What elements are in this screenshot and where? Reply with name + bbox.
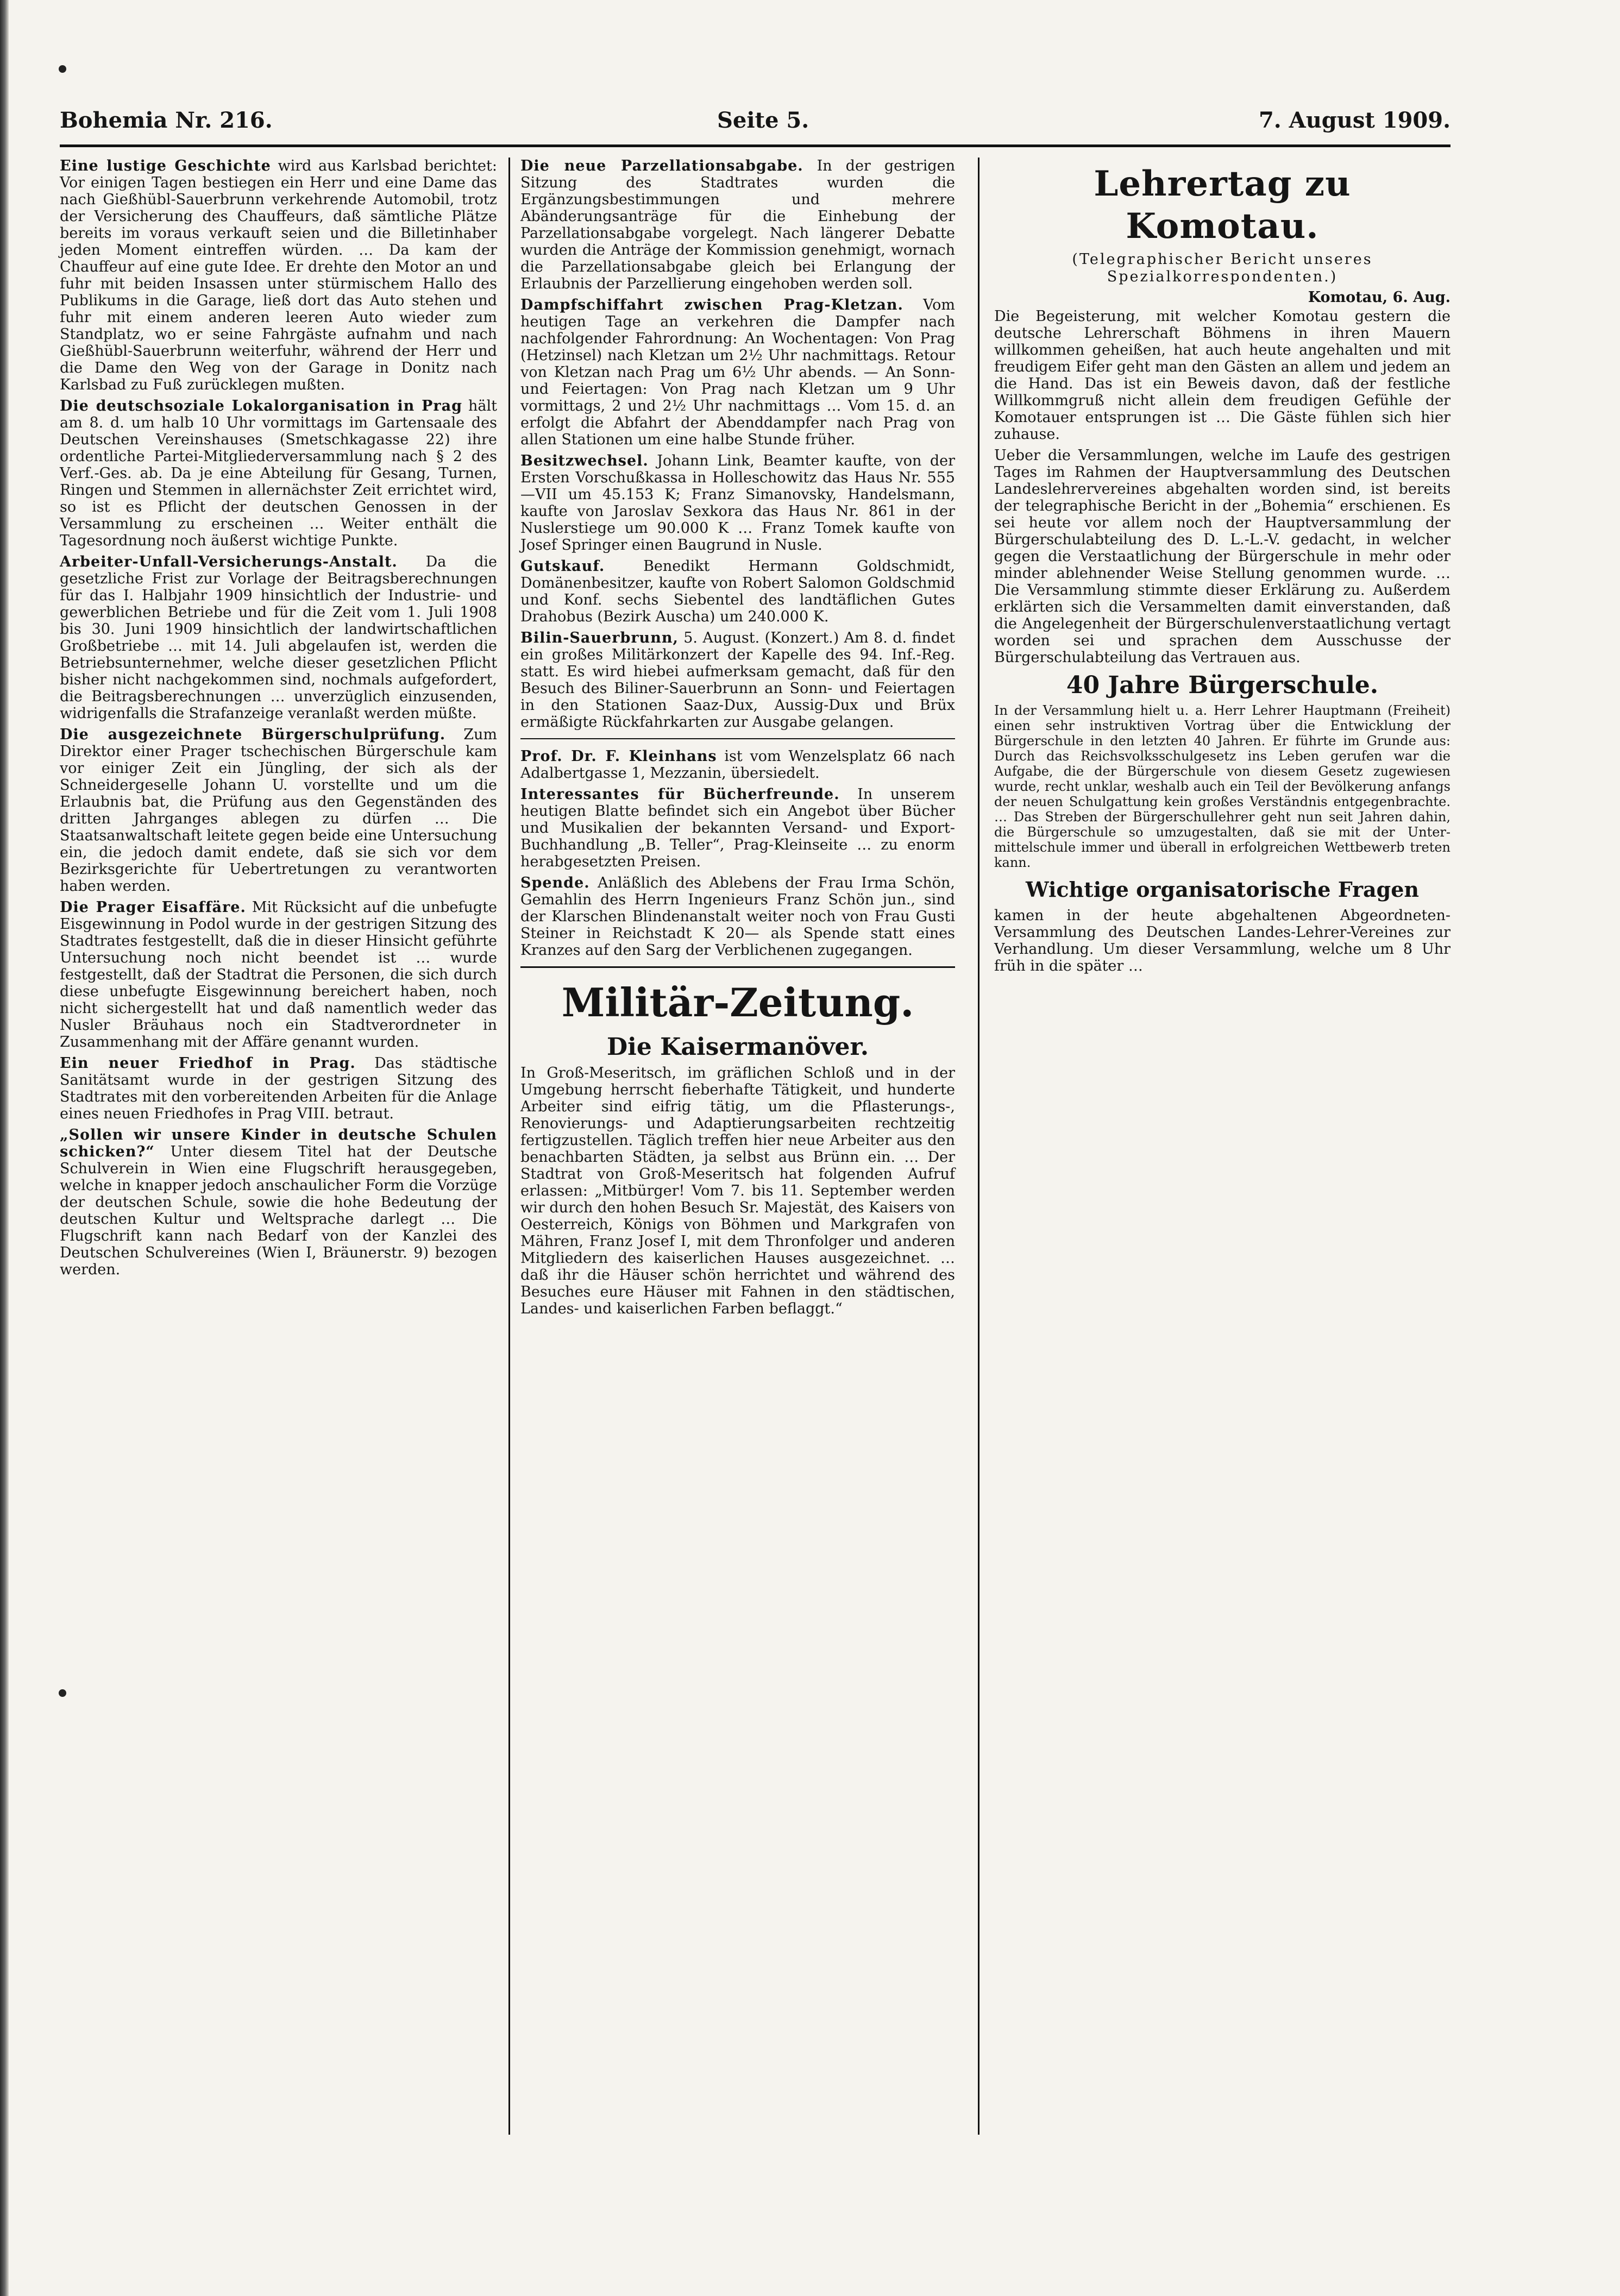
article-title: Interessantes für Bücherfreunde. bbox=[520, 786, 840, 803]
dateline: Komotau, 6. Aug. bbox=[1308, 289, 1451, 306]
article bbox=[994, 907, 1451, 974]
column-rule bbox=[978, 158, 979, 2135]
divider bbox=[520, 966, 955, 968]
header-page-number: Seite 5. bbox=[717, 108, 809, 133]
article-paragraph bbox=[994, 447, 1451, 666]
article-title: Ein neuer Friedhof in Prag. bbox=[60, 1055, 356, 1072]
article-title: Die neue Parzellationsabgabe. bbox=[520, 158, 803, 174]
article-body: ist vom Wenzelsplatz 66 nach Adalbertgasse 1, Mezzanin, übersiedelt. bbox=[520, 748, 956, 782]
article-body: Ueber die Versammlungen, welche im Laufe des gestrigen Tages im Rahmen der Hauptversammlung des Deutschen Landeslehrervereines abgehalten worden sind, ist bereits der telegraphische Bericht in der „Bohemia“ erschienen. Es sei heute vor allem noch der Hauptversammlung der Bürgerschulabteilung des D. L.-L.-V. gedacht, in welcher gegen die Verstaatlichung der Bürgerschule in mehr oder minder ablehnender Weise Stellung genommen wurde. … Die Versammlung stimmte dieser Erklärung zu. Außerdem erklärten sich die Versammelten damit einverstanden, daß die Angelegenheit der Bürgerschulenverstaatlichung vertagt worden sei und sprachen dem Ausschusse der Bürgerschulabteilung das Vertrauen aus. bbox=[994, 447, 1451, 666]
lead-subheadline: (Telegraphischer Bericht unseres Spezialkorrespondenten.) bbox=[1072, 251, 1373, 285]
article-title: Die deutschsoziale Lokalorganisation in Prag bbox=[60, 398, 463, 414]
article-body: 5. August. (Konzert.) Am 8. d. findet ein großes Militärkonzert der Kapelle des 94. Inf.-Reg. statt. Es wird hiebei aufmerksam gemacht, daß für den Besuch des Biliner-Sauerbrunn an Sonn- und Feiertagen in den Stationen Saaz-Dux, Aussig-Dux und Brüx ermäßigte Rückfahrkarten zur Ausgabe gelangen. bbox=[520, 630, 955, 731]
article bbox=[60, 398, 497, 549]
divider bbox=[520, 738, 955, 739]
punch-hole bbox=[59, 1689, 66, 1697]
scan-edge bbox=[0, 0, 9, 2296]
article bbox=[60, 726, 497, 895]
article-body: wird aus Karlsbad berichtet: Vor einigen Tagen bestiegen ein Herr und eine Dame das nach Gießhübl-Sauerbrunn verkehrende Automobil, trotz der Versicherung des Chauffeurs, daß sämtliche Plätze bereits im voraus verkauft seien und die Billetinhaber jeden Moment eintreffen würden. … Da kam der Chauffeur auf eine gute Idee. Er drehte den Motor an und fuhr mit beiden Insassen unter stürmischem Hallo des Publikums in die Garage, ließ dort das Auto stehen und fuhr mit einem anderen leeren Auto wieder zum Standplatz, wo er seine Fahrgäste aufnahm und nach Gießhübl-Sauerbrunn weiterfuhr, während der Herr und die Dame den Weg von der Garage in Donitz nach Karlsbad zu Fuß zurücklegen mußten. bbox=[60, 158, 497, 393]
article-body: kamen in der heute abgehaltenen Abgeordneten-Versammlung des Deutschen Landes-Lehrer-Vereines zur Verhandlung. Um dieser Versammlung, welche um 8 Uhr früh in die später … bbox=[994, 907, 1451, 974]
article-body: Mit Rücksicht auf die unbefugte Eisgewinnung in Podol wurde in der gestrigen Sitzung des Stadtrates festgestellt, daß die in dieser Hinsicht geführte Untersuchung noch nicht beendet ist … wurde festgestellt, daß der Stadtrat die Personen, die sich durch diese unbefugte Eisgewinnung bereichert haben, noch nicht sichergestellt hat und daß namentlich weder das Nusler Bräuhaus noch ein Stadtverordneter in Zusammenhang mit der Affäre genannt wurden. bbox=[60, 899, 497, 1051]
article-body: In unserem heutigen Blatte befindet sich ein Angebot über Bücher und Musikalien der bekannten Versand- und Export-Buchhandlung „B. Teller“, Prag-Kleinseite … zu enorm herabgesetzten Preisen. bbox=[520, 786, 955, 870]
article-body: Unter diesem Titel hat der Deutsche Schulverein in Wien eine Flugschrift herausgegeben, welche in knapper jedoch anschaulicher Form die Vorzüge der deutschen Schule, sowie die hohe Bedeutung der deutschen Kultur und Weltsprache darlegt … Die Flugschrift kann nach Bedarf von der Kanzlei des Deutschen Schulvereines (Wien I, Bräunerstr. 9) bezogen werden. bbox=[60, 1143, 497, 1278]
article bbox=[994, 703, 1451, 870]
article-body: Benedikt Hermann Goldschmidt, Domänenbesitzer, kaufte von Robert Salomon Goldschmid und Konf. sechs Siebentel des landtäflichen Gutes Drahobus (Bezirk Auscha) um 240.000 K. bbox=[520, 558, 955, 625]
article-title: „Sollen wir unsere Kinder in deutsche Schulen schicken?“ bbox=[60, 1127, 497, 1160]
column-3 bbox=[994, 158, 1451, 979]
article bbox=[520, 1065, 955, 1317]
article bbox=[60, 158, 497, 393]
article bbox=[60, 899, 497, 1051]
section-title: Wichtige organisatorische Fragen bbox=[1025, 877, 1420, 902]
article bbox=[60, 553, 497, 722]
article-title: Bilin-Sauerbrunn, bbox=[520, 630, 679, 646]
article bbox=[60, 1127, 497, 1278]
article-paragraph bbox=[994, 308, 1451, 443]
article-title: Die ausgezeichnete Bürgerschulprüfung. bbox=[60, 726, 446, 743]
article-body: Johann Link, Beamter kaufte, von der Ersten Vorschußkassa in Holleschowitz das Haus Nr. 555—VII um 45.153 K; Franz Simanovsky, Handelsmann, kaufte von Jaroslav Sexkora das Haus Nr. 861 in der Nuslerstiege um 90.000 K … Franz Tomek kaufte von Josef Springer einen Baugrund in Nusle. bbox=[520, 452, 955, 553]
article bbox=[520, 748, 955, 782]
punch-hole bbox=[59, 65, 66, 73]
article bbox=[520, 297, 955, 448]
header-paper-issue: Bohemia Nr. 216. bbox=[60, 108, 273, 133]
article-body: Anläßlich des Ablebens der Frau Irma Schön, Gemahlin des Herrn Ingenieurs Franz Schön jun., sind der Klarschen Blindenanstalt weiter noch von Frau Gusti Steiner in Reichstadt K 20— als Spende statt eines Kranzes auf den Sarg der Verblichenen zugegangen. bbox=[520, 875, 955, 959]
section-title: Militär-Zeitung. bbox=[561, 979, 914, 1026]
article-body: In der gestrigen Sitzung des Stadtrates wurden die Ergänzungsbestimmungen und mehrere Abänderungsanträge für die Einhebung der Parzellationsabgabe vorgelegt. Nach längerer Debatte wurden die Anträge der Kommission genehmigt, wornach die Parzellationsabgabe gleich bei Erlangung der Erlaubnis der Parzellierung eingehoben werden soll. bbox=[520, 158, 955, 292]
article-body: Das städtische Sanitätsamt wurde in der gestrigen Sitzung des Stadtrates mit den vorbereitenden Arbeiten für die Anlage eines neuen Friedhofes in Prag VIII. betraut. bbox=[60, 1055, 497, 1122]
article-title: Gutskauf. bbox=[520, 558, 605, 575]
lead-headline: Lehrertag zu Komotau. bbox=[1094, 163, 1351, 247]
column-2 bbox=[520, 158, 955, 1322]
article-title: Prof. Dr. F. Kleinhans bbox=[520, 748, 717, 765]
article bbox=[520, 558, 955, 625]
article-body: hält am 8. d. um halb 10 Uhr vormittags im Gartensaale des Deutschen Vereinshauses (Smetschkagasse 22) ihre ordentliche Partei-Mitgliederversammlung nach § 2 des Verf.-Ges. ab. Da je eine Abteilung für Gesang, Turnen, Ringen und Stemmen in allernächster Zeit errichtet wird, so ist es Pflicht der deutschen Genossen in der Versammlung zu erscheinen … Weiter enthält die Tagesordnung noch äußerst wichtige Punkte. bbox=[60, 398, 498, 549]
article-body: Die Begeisterung, mit welcher Komotau gestern die deutsche Lehrerschaft Böhmens in ihren Mauern willkommen geheißen, hat auch heute angehalten und mit freudigem Eifer geht man den Gästen an allem und jedem an die Hand. Das ist ein Beweis davon, daß der festliche Willkommgruß nicht allein dem freudigen Gefühle der Komotauer entsprungen ist … Die Gäste fühlen sich hier zuhause. bbox=[994, 308, 1451, 443]
page-header bbox=[60, 108, 1451, 140]
article bbox=[520, 630, 955, 731]
article-title: Spende. bbox=[520, 875, 590, 891]
article-title: Eine lustige Geschichte bbox=[60, 158, 271, 174]
article-body: Zum Direktor einer Prager tschechischen Bürgerschule kam vor einiger Zeit ein Jüngling, der sich als der Schneidergeselle Johann U. vorstellte und um die Erlaubnis bat, die Prüfung aus den Gegenständen des dritten Jahrganges ablegen zu dürfen … Die Staatsanwaltschaft leitete gegen beide eine Untersuchung ein, die jedoch damit endete, daß sie sich vor dem Bezirksgerichte für Uebertretungen zu verantworten haben werden. bbox=[60, 726, 497, 895]
article-title: Dampfschiffahrt zwischen Prag-Kletzan. bbox=[520, 297, 903, 313]
article-title: Die Prager Eisaffäre. bbox=[60, 899, 246, 916]
article bbox=[520, 875, 955, 959]
header-rule bbox=[60, 144, 1451, 147]
article-body: Vom heutigen Tage an verkehren die Dampfer nach nachfolgender Fahrordnung: An Wochentagen: Von Prag (Hetzinsel) nach Kletzan um 2½ Uhr nachmittags. Retour von Kletzan nach Prag um 6½ Uhr abends. — An Sonn- und Feiertagen: Von Prag nach Kletzan um 9 Uhr vormittags, 2 und 2½ Uhr nachmittags … Vom 15. d. an erfolgt die Abfahrt der Abenddampfer nach Prag von allen Stationen um eine halbe Stunde früher. bbox=[520, 297, 955, 448]
article-title: Besitzwechsel. bbox=[520, 452, 649, 469]
article bbox=[60, 1055, 497, 1122]
article bbox=[520, 452, 955, 553]
header-date: 7. August 1909. bbox=[1258, 108, 1451, 133]
article-body: Da die gesetzliche Frist zur Vorlage der Beitragsberechnungen für das I. Halbjahr 1909 hinsichtlich der Industrie- und gewerblichen Betriebe und für die Zeit vom 1. Juli 1908 bis 30. Juni 1909 hinsichtlich der landwirtschaftlichen Großbetriebe … mit 14. Juli abgelaufen ist, werden die Betriebsunternehmer, welche dieser gesetzlichen Pflicht bisher nicht nachgekommen sind, nochmals aufgefordert, die Beitragsberechnungen … unverzüglich einzusenden, widrigenfalls die Strafanzeige veranlaßt werden müßte. bbox=[60, 553, 497, 722]
article bbox=[520, 786, 955, 870]
column-rule bbox=[508, 158, 510, 2135]
section-title: 40 Jahre Bürgerschule. bbox=[1066, 671, 1379, 699]
article-body: In der Versammlung hielt u. a. Herr Lehrer Hauptmann (Freiheit) einen sehr instruktiven Vortrag über die Entwicklung der Bürgerschule in den letzten 40 Jahren. Er führte im Grunde aus: Durch das Reichsvolksschulgesetz ins Leben gerufen war die Aufgabe, die der Bürgerschule von diesem Gesetz zugewiesen wurde, recht unklar, weshalb auch ein Teil der Bevölkerung anfangs der neuen Schulgattung kein großes Verständnis entgegenbrachte. … Das Streben der Bürgerschullehrer geht nun seit Jahren dahin, die Bürgerschule so umzugestalten, daß sie mit der Unter-mittelschule immer und überall in erfolgreichen Wettbewerb treten kann. bbox=[994, 703, 1451, 870]
article-title: Arbeiter-Unfall-Versicherungs-Anstalt. bbox=[60, 553, 398, 570]
article bbox=[520, 158, 955, 292]
column-1 bbox=[60, 158, 497, 1282]
article-body: In Groß-Meseritsch, im gräflichen Schloß und in der Umgebung herrscht fieberhafte Tätigkeit, und hunderte Arbeiter sind eifrig tätig, um die Pflasterungs-, Renovierungs- und Adaptierungsarbeiten rechtzeitig fertigzustellen. Täglich treffen hier neue Arbeiter aus den benachbarten Städten, ja selbst aus Brünn ein. … Der Stadtrat von Groß-Meseritsch hat folgenden Aufruf erlassen: „Mitbürger! Vom 7. bis 11. September werden wir durch den hohen Besuch Sr. Majestät, des Kaisers von Oesterreich, Königs von Böhmen und Markgrafen von Mähren, Franz Josef I, mit dem Thronfolger und anderen Mitgliedern des kaiserlichen Hauses ausgezeichnet. … daß ihr die Häuser schön herrichtet und während des Besuches eure Häuser mit Fahnen in den städtischen, Landes- und kaiserlichen Farben beflaggt.“ bbox=[520, 1065, 955, 1317]
section-subtitle: Die Kaisermanöver. bbox=[606, 1033, 869, 1061]
